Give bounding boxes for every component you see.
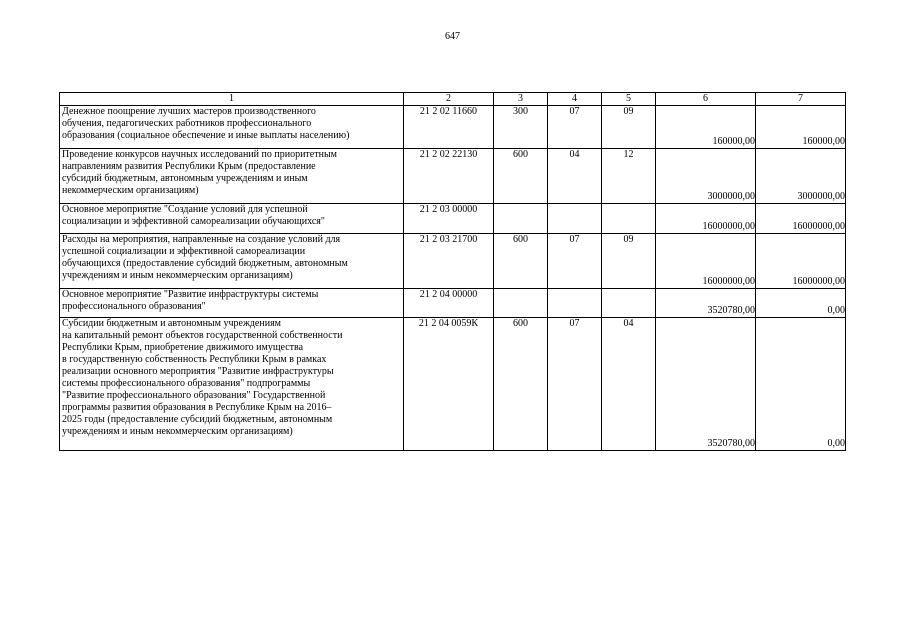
header-col-2: 2 xyxy=(404,93,494,106)
row-name: Основное мероприятие "Создание условий для успешной социализации и эффективной самореализации обучающихся" xyxy=(60,204,404,234)
row-col-5 xyxy=(602,289,656,318)
row-amount-7: 16000000,00 xyxy=(756,204,846,234)
table-header-row xyxy=(60,93,846,106)
row-amount-6: 16000000,00 xyxy=(656,204,756,234)
budget-table xyxy=(59,92,846,451)
header-col-7: 7 xyxy=(756,93,846,106)
row-col-4 xyxy=(548,204,602,234)
table-row xyxy=(60,204,846,234)
table-row xyxy=(60,149,846,204)
header-col-5: 5 xyxy=(602,93,656,106)
row-col-5: 12 xyxy=(602,149,656,204)
row-amount-6: 160000,00 xyxy=(656,106,756,149)
row-amount-6: 16000000,00 xyxy=(656,234,756,289)
table-row xyxy=(60,289,846,318)
row-amount-7: 0,00 xyxy=(756,289,846,318)
row-name: Основное мероприятие "Развитие инфраструктуры системы профессионального образования" xyxy=(60,289,404,318)
header-col-3: 3 xyxy=(494,93,548,106)
row-name: Расходы на мероприятия, направленные на создание условий для успешной социализации и эффективной самореализации обучающихся (предоставление субсидий бюджетным, автономным учреждениям и иным некоммерческим организациям) xyxy=(60,234,404,289)
header-col-1: 1 xyxy=(60,93,404,106)
row-col-3: 600 xyxy=(494,149,548,204)
row-name: Проведение конкурсов научных исследований по приоритетным направлениям развития Республики Крым (предоставление субсидий бюджетным, автономным учреждениям и иным некоммерческим организациям) xyxy=(60,149,404,204)
row-col-5: 09 xyxy=(602,234,656,289)
row-name: Денежное поощрение лучших мастеров производственного обучения, педагогических работников профессионального образования (социальное обеспечение и иные выплаты населению) xyxy=(60,106,404,149)
row-col-3: 600 xyxy=(494,318,548,451)
row-amount-7: 16000000,00 xyxy=(756,234,846,289)
row-code: 21 2 03 00000 xyxy=(404,204,494,234)
row-amount-7: 3000000,00 xyxy=(756,149,846,204)
row-col-3 xyxy=(494,289,548,318)
row-col-5: 09 xyxy=(602,106,656,149)
row-code: 21 2 04 00000 xyxy=(404,289,494,318)
row-name: Субсидии бюджетным и автономным учреждениям на капитальный ремонт объектов государственной собственности Республики Крым, приобретение движимого имущества в государственную собственность Республики Крым в рамках реализации основного мероприятия "Развитие инфраструктуры системы профессионального образования" подпрограммы "Развитие профессионального образования" Государственной программы развития образования в Республике Крым на 2016– 2025 годы (предоставление субсидий бюджетным, автономным учреждениям и иным некоммерческим организациям) xyxy=(60,318,404,451)
row-col-4: 07 xyxy=(548,106,602,149)
row-code: 21 2 04 0059К xyxy=(404,318,494,451)
page-number: 647 xyxy=(445,31,460,42)
header-col-4: 4 xyxy=(548,93,602,106)
row-amount-6: 3520780,00 xyxy=(656,318,756,451)
table-row xyxy=(60,106,846,149)
row-col-5: 04 xyxy=(602,318,656,451)
row-col-3: 600 xyxy=(494,234,548,289)
header-col-6: 6 xyxy=(656,93,756,106)
table-row xyxy=(60,318,846,451)
row-amount-6: 3000000,00 xyxy=(656,149,756,204)
row-col-4: 07 xyxy=(548,234,602,289)
row-amount-7: 160000,00 xyxy=(756,106,846,149)
row-code: 21 2 02 22130 xyxy=(404,149,494,204)
row-col-3 xyxy=(494,204,548,234)
row-code: 21 2 03 21700 xyxy=(404,234,494,289)
table-row xyxy=(60,234,846,289)
row-col-4: 07 xyxy=(548,318,602,451)
row-amount-7: 0,00 xyxy=(756,318,846,451)
row-col-5 xyxy=(602,204,656,234)
row-col-4 xyxy=(548,289,602,318)
row-code: 21 2 02 11660 xyxy=(404,106,494,149)
row-col-4: 04 xyxy=(548,149,602,204)
row-amount-6: 3520780,00 xyxy=(656,289,756,318)
row-col-3: 300 xyxy=(494,106,548,149)
